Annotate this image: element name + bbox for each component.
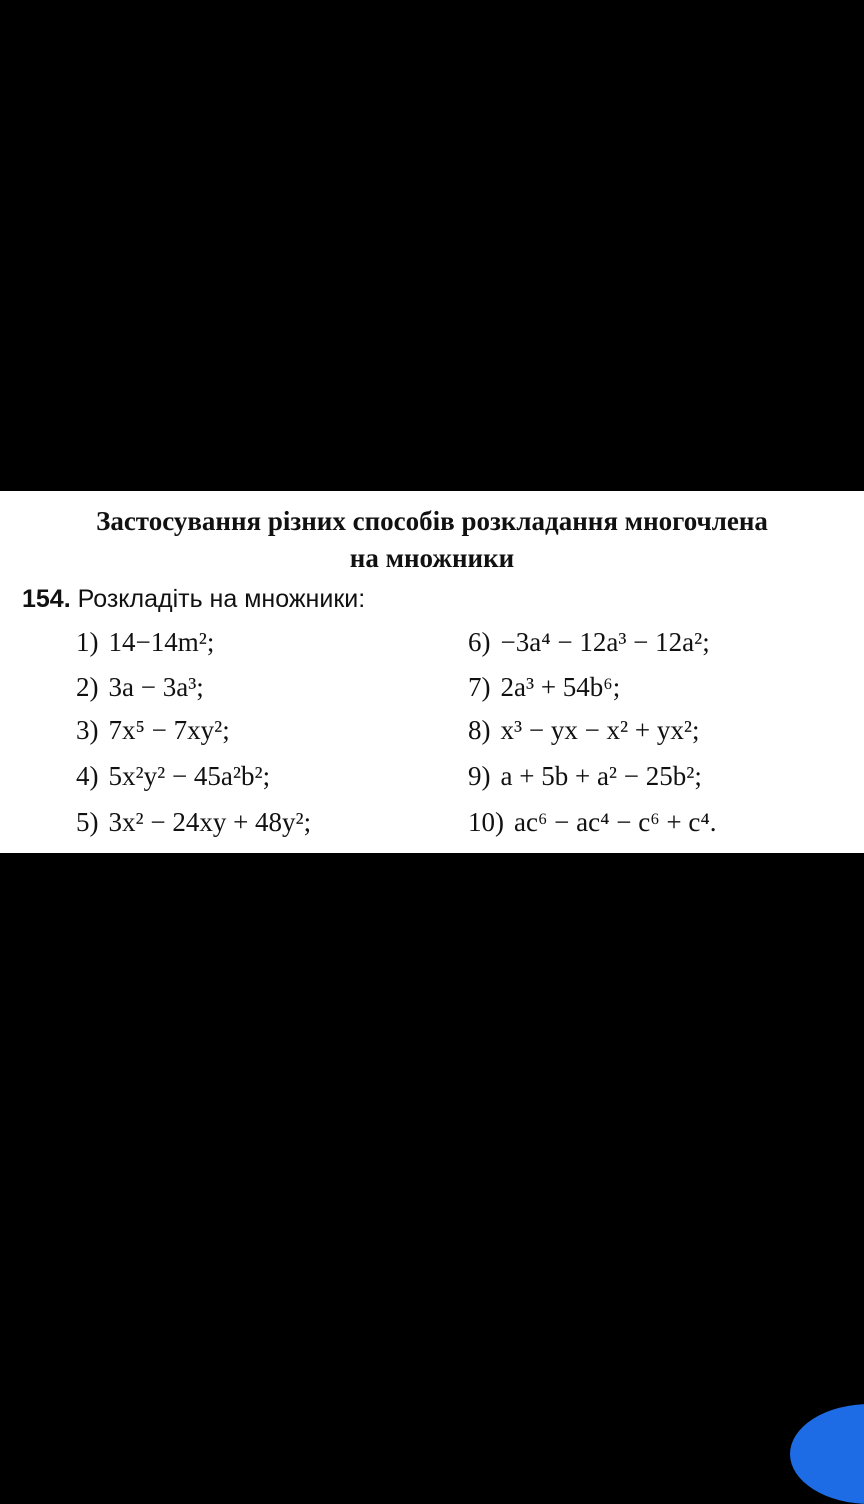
exercise-item-10 bbox=[468, 806, 717, 838]
item-number: 8) bbox=[468, 715, 491, 745]
item-expression: 5x²y² − 45a²b²; bbox=[108, 761, 271, 791]
exercise-item-7 bbox=[468, 671, 620, 703]
item-expression: 2a³ + 54b⁶; bbox=[500, 672, 621, 702]
exercise-item-6 bbox=[468, 626, 710, 658]
item-expression: ac⁶ − ac⁴ − c⁶ + c⁴. bbox=[514, 807, 717, 837]
exercise-item-5 bbox=[76, 806, 311, 838]
item-expression: 14−14m²; bbox=[108, 627, 215, 657]
exercise-item-9 bbox=[468, 760, 702, 792]
section-heading-line-2: на множники bbox=[349, 543, 515, 573]
exercise-item-1 bbox=[76, 626, 214, 658]
item-number: 5) bbox=[76, 807, 99, 837]
floating-action-button[interactable] bbox=[790, 1404, 864, 1504]
item-expression: 7x⁵ − 7xy²; bbox=[108, 715, 230, 745]
item-number: 9) bbox=[468, 761, 491, 791]
item-expression: 3x² − 24xy + 48y²; bbox=[108, 807, 312, 837]
textbook-page bbox=[0, 491, 864, 853]
item-number: 6) bbox=[468, 627, 491, 657]
item-expression: −3a⁴ − 12a³ − 12a²; bbox=[500, 627, 710, 657]
item-expression: a + 5b + a² − 25b²; bbox=[500, 761, 702, 791]
item-expression: 3a − 3a³; bbox=[108, 672, 204, 702]
task-text: Розкладіть на множники: bbox=[77, 585, 366, 613]
item-expression: x³ − yx − x² + yx²; bbox=[500, 715, 700, 745]
item-number: 3) bbox=[76, 715, 99, 745]
item-number: 2) bbox=[76, 672, 99, 702]
task-statement bbox=[22, 584, 365, 614]
exercise-item-4 bbox=[76, 760, 270, 792]
item-number: 10) bbox=[468, 807, 504, 837]
item-number: 4) bbox=[76, 761, 99, 791]
item-number: 1) bbox=[76, 627, 99, 657]
task-number: 154. bbox=[22, 585, 71, 613]
exercise-item-2 bbox=[76, 671, 204, 703]
section-heading-line-1: Застосування різних способів розкладання многочлена bbox=[96, 506, 768, 536]
exercise-item-3 bbox=[76, 714, 230, 746]
item-number: 7) bbox=[468, 672, 491, 702]
exercise-item-8 bbox=[468, 714, 699, 746]
